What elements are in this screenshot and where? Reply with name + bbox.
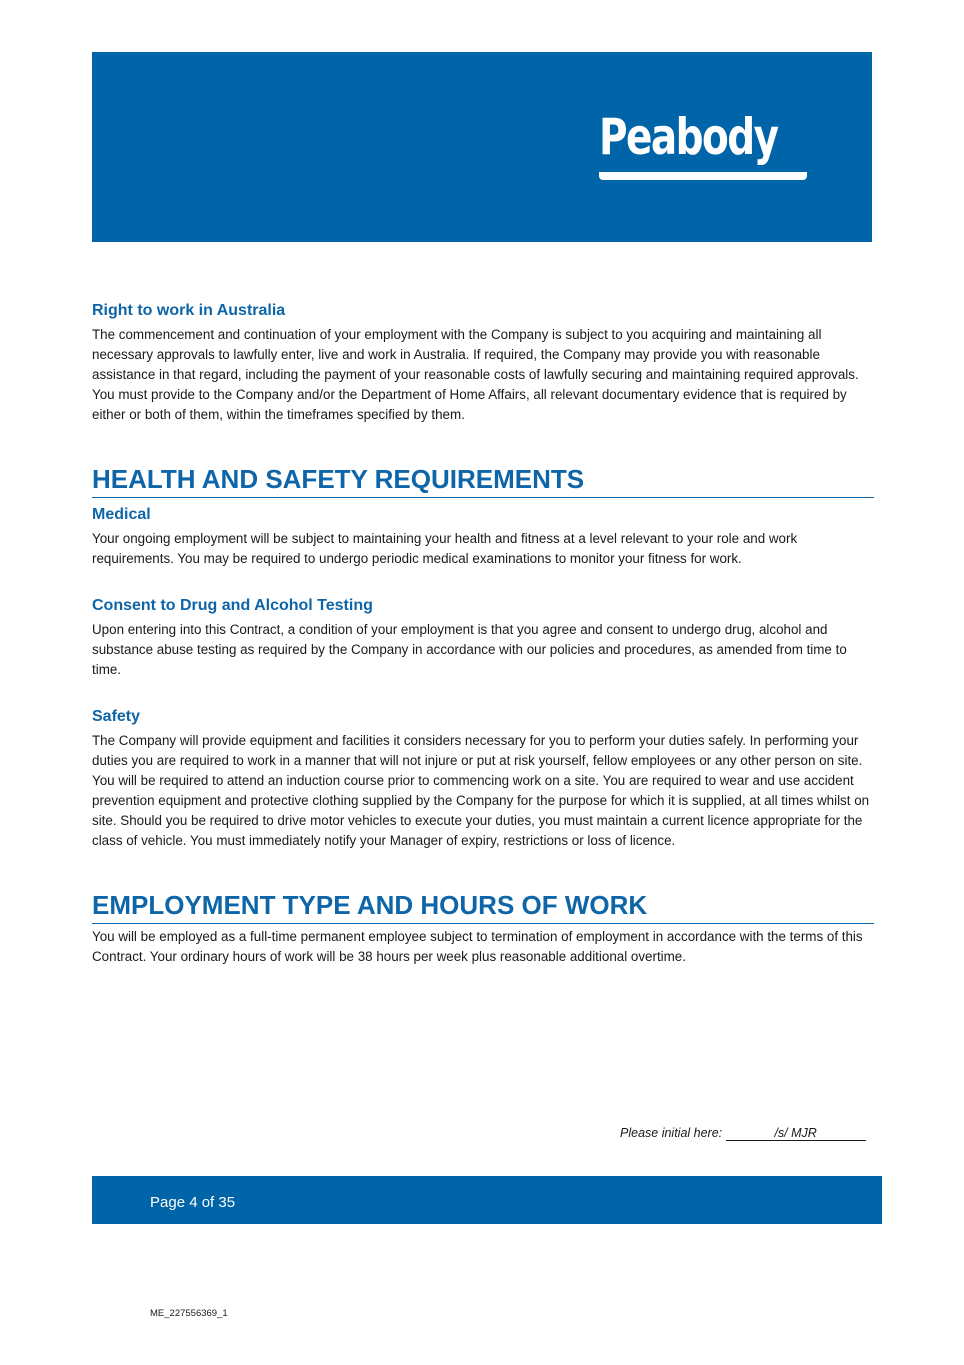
- right-to-work-paragraph: The commencement and continuation of your employment with the Company is subject to you acquiring and maintaining all necessary approvals to lawfully enter, live and work in Australia. If required, the Company may provide you with reasonable assistance in that regard, including the payment of your reasonable costs of lawfully securing and maintaining required approvals. You must provide to the Company and/or the Department of Home Affairs, all relevant documentary evidence that is required by either or both of them, within the timeframes specified by them.: [92, 327, 859, 422]
- logo-underline: [599, 172, 807, 180]
- drug-alcohol-paragraph: Upon entering into this Contract, a condition of your employment is that you agree and consent to undergo drug, alcohol and substance abuse testing as required by the Company in accordance with our policies and procedures, as amended from time to time.: [92, 622, 847, 677]
- document-id: ME_227556369_1: [150, 1308, 228, 1319]
- logo-wordmark: Peabody: [599, 108, 778, 166]
- initial-value: /s/ MJR: [726, 1126, 866, 1141]
- health-safety-title: HEALTH AND SAFETY REQUIREMENTS: [92, 462, 874, 498]
- page-number: Page 4 of 35: [150, 1194, 236, 1211]
- initial-label: Please initial here:: [620, 1126, 723, 1140]
- initial-signature: [620, 1126, 866, 1141]
- medical-heading: Medical: [92, 506, 151, 523]
- peabody-logo: [599, 108, 817, 186]
- employment-type-title: EMPLOYMENT TYPE AND HOURS OF WORK: [92, 888, 874, 924]
- employment-type-paragraph: You will be employed as a full-time permanent employee subject to termination of employment in accordance with the terms of this Contract. Your ordinary hours of work will be 38 hours per week plus reasonable additional overtime.: [92, 929, 863, 964]
- document-body: [92, 300, 874, 967]
- safety-paragraph: The Company will provide equipment and facilities it considers necessary for you to perform your duties safely. In performing your duties you are required to work in a manner that will not injure or put at risk yourself, fellow employees or any other person on site. You will be required to attend an induction course prior to commencing work on a site. You are required to wear and use accident prevention equipment and protective clothing supplied by the Company for the purpose for which it is supplied, at all times whilst on site. Should you be required to drive motor vehicles to execute your duties, you must maintain a current licence appropriate for the class of vehicle. You must immediately notify your Manager of expiry, restrictions or loss of licence.: [92, 733, 870, 848]
- footer-bar: [92, 1176, 882, 1224]
- medical-paragraph: Your ongoing employment will be subject to maintaining your health and fitness at a level relevant to your role and work requirements. You may be required to undergo periodic medical examinations to monitor your fitness for work.: [92, 531, 798, 566]
- drug-alcohol-heading: Consent to Drug and Alcohol Testing: [92, 597, 373, 614]
- right-to-work-heading: Right to work in Australia: [92, 302, 286, 319]
- safety-heading: Safety: [92, 708, 141, 725]
